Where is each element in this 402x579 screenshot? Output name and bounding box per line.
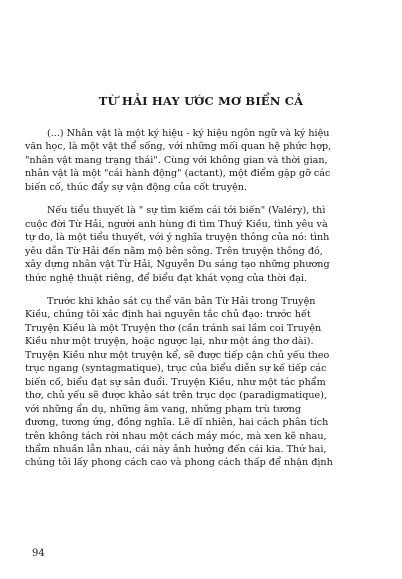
text-line: "nhân vật mang trạng thái". Cùng với không gian và thời gian,	[25, 154, 328, 166]
text-line: Truyện Kiều là một Truyện thơ (cần tránh sai lầm coi Truyện	[25, 322, 322, 334]
paragraph-1	[25, 127, 390, 194]
chapter-title: TỪ HẢI HAY ƯỚC MƠ BIỂN CẢ	[98, 94, 304, 108]
text-line: trên không tách rời nhau một cách máy móc, mà xen kẽ nhau,	[25, 430, 327, 442]
text-line: yêu dẫn Từ Hải đến nằm mộ bên sông. Trên truyện thông đó,	[25, 245, 323, 257]
page-number: 94	[32, 548, 45, 559]
text-line: với những ẩn dụ, những âm vang, những phạm trù tương	[25, 403, 301, 415]
paragraph-2	[25, 204, 390, 285]
paragraph-3	[25, 295, 390, 470]
text-line: (...) Nhân vật là một ký hiệu - ký hiệu ngôn ngữ và ký hiệu	[47, 128, 330, 139]
text-line: biến cố, biểu đạt sự sản đuổi. Truyện Kiều, như một tác phẩm	[25, 376, 326, 388]
text-line: thơ, chủ yếu sẽ được khảo sát trên trục dọc (paradigmatique),	[25, 390, 328, 402]
text-line: thẩm nhuần lẫn nhau, cái này ảnh hưởng đến cái kia. Thứ hai,	[25, 443, 327, 455]
text-line: đương, tương ứng, đồng nghĩa. Lẽ dĩ nhiên, hai cách phân tích	[25, 417, 329, 429]
text-line: Kiều, chúng tôi xác định hai nguyên tắc chủ đạo: trước hết	[25, 309, 311, 321]
text-line: cuộc đời Từ Hải, người anh hùng đi tìm Thuý Kiều, tình yêu và	[25, 218, 328, 230]
text-line: Kiều như một truyện, hoặc ngược lại, như một áng thơ dài).	[25, 336, 314, 348]
text-line: thức nghệ thuật riêng, để biểu đạt khát vọng của thời đại.	[25, 272, 308, 284]
text-line: chúng tôi lấy phong cách cao và phong cách thấp để nhận định	[25, 457, 333, 469]
body-text	[25, 127, 390, 480]
text-line: văn học, là một vật thể sống, với những mối quan hệ phức hợp,	[25, 141, 332, 153]
text-line: trục ngang (syntagmatique), trục của biểu diễn sự kế tiếp các	[25, 363, 327, 375]
text-line: Trước khi khảo sát cụ thể văn bản Từ Hải trong Truyện	[47, 295, 316, 307]
text-line: Truyện Kiều như một truyện kể, sẽ được tiếp cận chủ yếu theo	[25, 349, 330, 361]
text-line: nhân vật là một "cái hành động" (actant), một điểm gặp gỡ các	[25, 168, 331, 180]
text-line: xây dựng nhân vật Từ Hải, Nguyễn Du sáng tạo những phương	[25, 259, 330, 271]
text-line: biến cố, thúc đẩy sự vận động của cốt truyện.	[25, 181, 248, 193]
text-line: tự do, là một tiểu thuyết, với ý nghĩa truyện thông của nó: tình	[25, 232, 330, 244]
text-line: Nếu tiểu thuyết là " sự tìm kiếm cái tới biến" (Valéry), thì	[47, 205, 326, 217]
